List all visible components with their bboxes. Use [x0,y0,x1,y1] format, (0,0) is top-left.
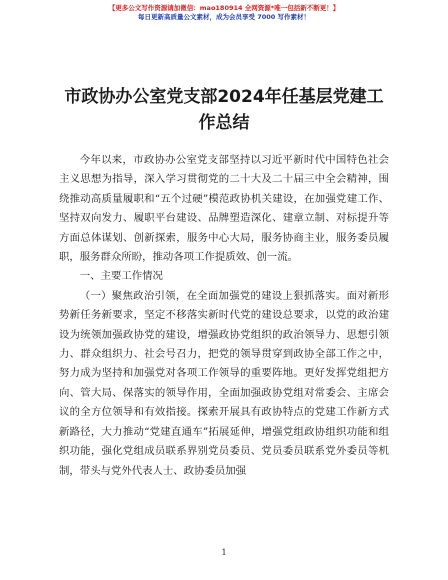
banner-line-1: 【更多公文写作资源请加微信：mao180914 全网资源*唯一包括新不断更！】 [108,4,340,12]
intro-paragraph: 今年以来，市政协办公室党支部坚持以习近平新时代中国特色社会主义思想为指导，深入学习贯彻党的二十大及二十届三中全会精神，围绕推动高质量履职和“五个过硬”模范政协机关建设，在加强党建工作、坚持双向发力、履职平台建设、品牌塑造深化、建章立制、对标提升等方面总体谋划、创新探索，服务中心大局，服务协商主业，服务委员履职，服务群众所盼，推动各项工作提质效、创一流。 [59,154,389,264]
section-heading: 一、主要工作情况 [79,270,163,283]
banner-line-2: 每日更新高质量公文素材，成为会员享受 7000 写作素材！ [137,13,311,21]
page-number: 1 [221,548,227,557]
body-paragraph: （一）聚焦政治引领，在全面加强党的建设上狠抓落实。面对新形势新任务新要求，坚定不移落实新时代党的建设总要求，以党的政治建设为统领加强政协党的建设，增强政协党组织的政治领导力、思想引领力、群众组织力、社会号召力，把党的领导贯穿到政协全部工作之中，努力成为坚持和加强党对各项工作领导的重要阵地。更好发挥党组把方向、管大局、保落实的领导作用，全面加强政协党组对常委会、主席会议的全方位领导和有效指接。探索开展具有政协特点的党建工作新方式新路径，大力推动“党建直通车”拓展延伸，增强党组政协组织功能和组织功能，强化党组成员联系界别党员委员、党员委员联系党外委员等机制，带头与党外代表人士、政协委员加强 [59,289,389,477]
document-body [59,151,389,481]
promo-banner [0,4,448,22]
document-title: 市政协办公室党支部2024年任基层党建工作总结 [64,87,384,133]
